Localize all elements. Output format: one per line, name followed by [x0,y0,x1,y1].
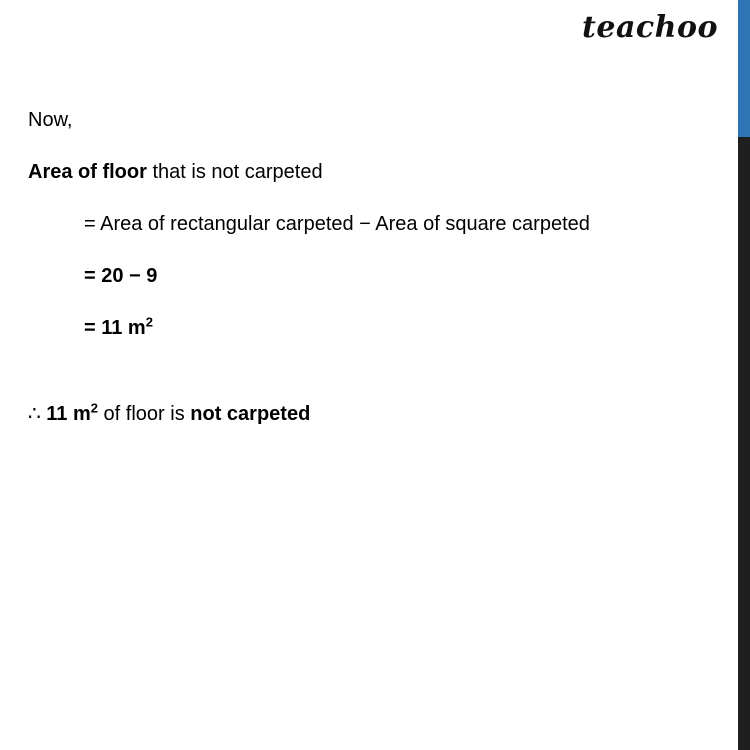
teachoo-logo: teachoo [582,10,718,45]
scrollbar-thumb[interactable] [738,0,750,137]
scrollbar-track[interactable] [738,0,750,750]
area-heading-rest: that is not carpeted [146,161,323,183]
conclusion-superscript: 2 [90,400,98,416]
therefore-symbol: ∴ [28,403,47,425]
result-superscript: 2 [145,314,153,330]
result-value: = 11 m [84,317,146,339]
conclusion-middle: of floor is [98,403,191,425]
substitution-line: = 20 − 9 [84,265,158,287]
conclusion-value: 11 m [46,403,91,425]
intro-line: Now, [28,109,73,131]
area-of-floor-label: Area of floor [28,161,147,183]
not-carpeted-label: not carpeted [190,403,311,425]
area-heading-line [28,160,323,184]
conclusion-line [28,402,310,426]
result-line [84,316,153,340]
formula-line: = Area of rectangular carpeted − Area of square carpeted [84,213,590,235]
